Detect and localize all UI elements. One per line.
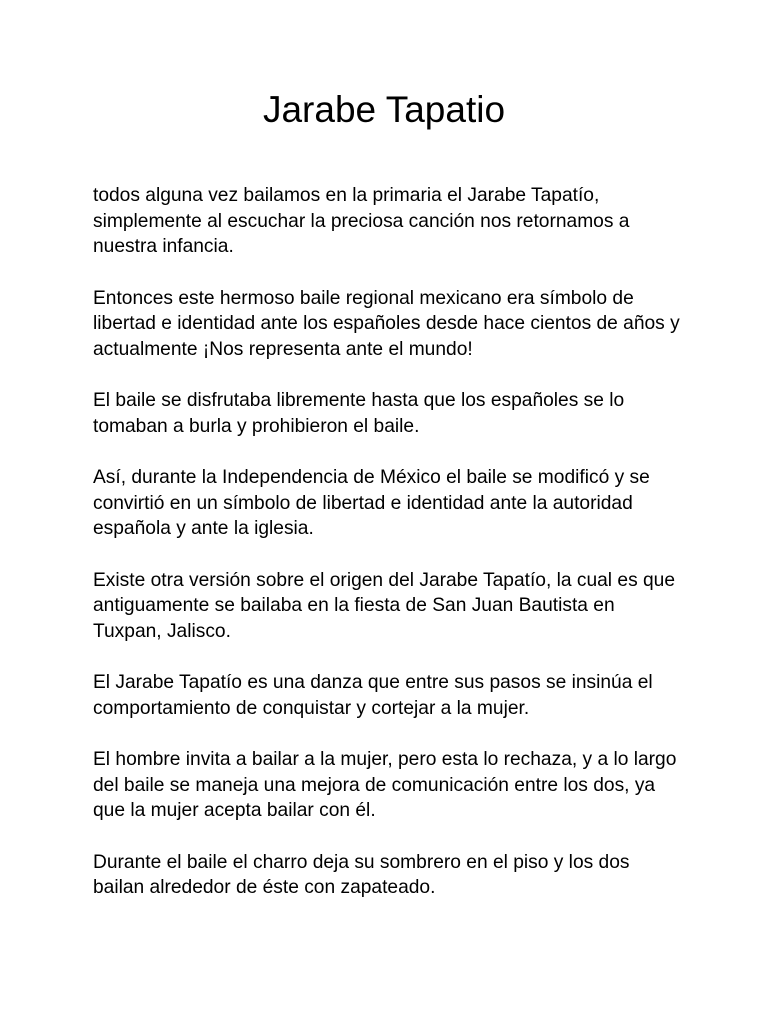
paragraph: El baile se disfrutaba libremente hasta que los españoles se lo tomaban a burla y prohibieron el baile. xyxy=(93,390,625,437)
paragraph: todos alguna vez bailamos en la primaria el Jarabe Tapatío, simplemente al escuchar la preciosa canción nos retornamos a nuestra infancia. xyxy=(93,185,630,257)
paragraph: Existe otra versión sobre el origen del Jarabe Tapatío, la cual es que antiguamente se bailaba en la fiesta de San Juan Bautista en Tuxpan, Jalisco. xyxy=(93,569,676,642)
paragraph: Así, durante la Independencia de México el baile se modificó y se convirtió en un símbolo de libertad e identidad ante la autoridad española y ante la iglesia. xyxy=(93,467,650,539)
paragraph: El Jarabe Tapatío es una danza que entre sus pasos se insinúa el comportamiento de conquistar y cortejar a la mujer. xyxy=(93,672,653,719)
document-body xyxy=(93,183,683,927)
paragraph: Entonces este hermoso baile regional mexicano era símbolo de libertad e identidad ante los españoles desde hace cientos de años y actualmente ¡Nos representa ante el mundo! xyxy=(93,287,680,360)
page-title: Jarabe Tapatio xyxy=(262,89,506,130)
paragraph: El hombre invita a bailar a la mujer, pero esta lo rechaza, y a lo largo del baile se maneja una mejora de comunicación entre los dos, ya que la mujer acepta bailar con él. xyxy=(93,749,677,821)
paragraph: Durante el baile el charro deja su sombrero en el piso y los dos bailan alrededor de éste con zapateado. xyxy=(93,851,630,898)
